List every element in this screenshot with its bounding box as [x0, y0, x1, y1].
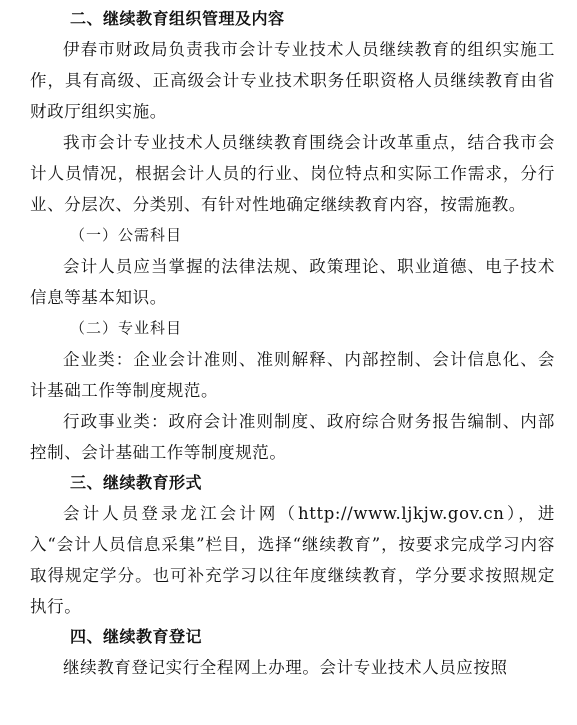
- paragraph-organization-responsibility: 伊春市财政局负责我市会计专业技术人员继续教育的组织实施工作，具有高级、正高级会计专业技术职务任职资格人员继续教育由省财政厅组织实施。: [30, 40, 555, 121]
- paragraph-enterprise-category: 企业类：企业会计准则、准则解释、内部控制、会计信息化、会计基础工作等制度规范。: [30, 350, 555, 400]
- paragraph-administrative-category: 行政事业类：政府会计准则制度、政府综合财务报告编制、内部控制、会计基础工作等制度规范。: [30, 412, 555, 462]
- paragraph-public-subjects: 会计人员应当掌握的法律法规、政策理论、职业道德、电子技术信息等基本知识。: [30, 257, 555, 307]
- subheading-professional-subjects: （二）专业科目: [70, 319, 183, 337]
- paragraph-registration: 继续教育登记实行全程网上办理。会计专业技术人员应按照: [63, 658, 508, 677]
- subheading-public-subjects: （一）公需科目: [70, 226, 183, 244]
- section-heading-registration: 四、继续教育登记: [70, 627, 203, 646]
- paragraph-education-content: 我市会计专业技术人员继续教育围绕会计改革重点，结合我市会计人员情况，根据会计人员的行业、岗位特点和实际工作需求，分行业、分层次、分类别、有针对性地确定继续教育内容，按需施教。: [30, 133, 555, 214]
- paragraph-education-form: 会计人员登录龙江会计网（http://www.ljkjw.gov.cn），进入“会计人员信息采集”栏目，选择“继续教育”，按要求完成学习内容取得规定学分。也可补充学习以往年度继续教育，学分要求按照规定执行。: [30, 504, 555, 616]
- section-heading-education-form: 三、继续教育形式: [70, 473, 203, 492]
- section-heading-organization: 二、继续教育组织管理及内容: [70, 9, 285, 28]
